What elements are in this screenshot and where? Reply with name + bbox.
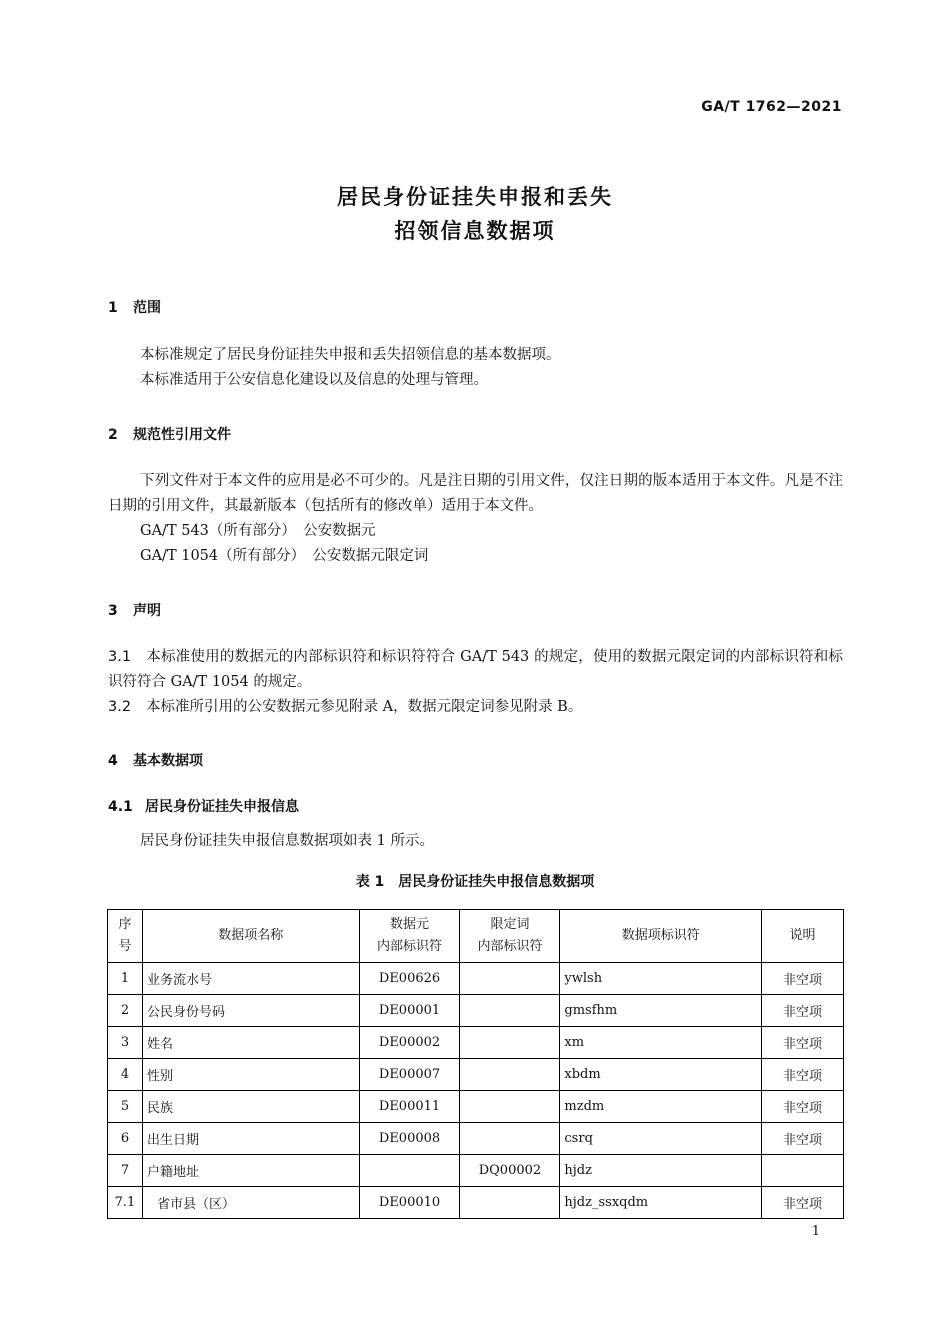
data-items-table bbox=[107, 909, 844, 1219]
cell-dq bbox=[460, 1027, 560, 1059]
section-3-heading bbox=[108, 600, 161, 620]
cell-note bbox=[762, 1155, 844, 1187]
section-2-paragraph-text: 下列文件对于本文件的应用是必不可少的。凡是注日期的引用文件，仅注日期的版本适用于本文件。凡是不注日期的引用文件，其最新版本（包括所有的修改单）适用于本文件。 bbox=[108, 473, 843, 514]
section-title: 居民身份证挂失申报信息 bbox=[145, 799, 299, 815]
cell-name: 民族 bbox=[142, 1091, 359, 1123]
section-2-paragraph-1 bbox=[108, 469, 843, 519]
section-1-paragraph-2: 本标准适用于公安信息化建设以及信息的处理与管理。 bbox=[140, 372, 488, 388]
cell-id: hjdz_ssxqdm bbox=[560, 1187, 762, 1219]
clause-number: 3.1 bbox=[108, 649, 132, 665]
section-number: 2 bbox=[108, 427, 118, 443]
cell-note: 非空项 bbox=[762, 1123, 844, 1155]
cell-name: 业务流水号 bbox=[142, 963, 359, 995]
cell-id: csrq bbox=[560, 1123, 762, 1155]
document-title-line2: 招领信息数据项 bbox=[394, 219, 556, 243]
cell-dq bbox=[460, 995, 560, 1027]
cell-name: 省市县（区） bbox=[142, 1187, 359, 1219]
cell-name: 姓名 bbox=[142, 1027, 359, 1059]
cell-name: 户籍地址 bbox=[142, 1155, 359, 1187]
header-id: 数据项标识符 bbox=[560, 910, 762, 963]
cell-de: DE00626 bbox=[359, 963, 460, 995]
section-2-heading bbox=[108, 424, 231, 444]
cell-id: ywlsh bbox=[560, 963, 762, 995]
cell-de: DE00010 bbox=[359, 1187, 460, 1219]
header-note: 说明 bbox=[762, 910, 844, 963]
clause-number: 3.2 bbox=[108, 699, 132, 715]
cell-seq: 2 bbox=[108, 995, 143, 1027]
clause-3-1 bbox=[108, 645, 843, 695]
section-1-heading bbox=[108, 297, 161, 317]
cell-id: gmsfhm bbox=[560, 995, 762, 1027]
clause-3-2 bbox=[108, 695, 843, 720]
cell-id: hjdz bbox=[560, 1155, 762, 1187]
cell-note: 非空项 bbox=[762, 1059, 844, 1091]
clause-text: 本标准使用的数据元的内部标识符和标识符符合 GA/T 543 的规定，使用的数据元限定词的内部标识符和标识符符合 GA/T 1054 的规定。 bbox=[108, 649, 843, 690]
cell-id: xbdm bbox=[560, 1059, 762, 1091]
cell-name: 出生日期 bbox=[142, 1123, 359, 1155]
cell-dq bbox=[460, 1091, 560, 1123]
cell-note: 非空项 bbox=[762, 995, 844, 1027]
header-dq-line1: 限定词 bbox=[490, 917, 530, 932]
clause-text: 本标准所引用的公安数据元参见附录 A，数据元限定词参见附录 B。 bbox=[146, 699, 583, 715]
document-title-line1: 居民身份证挂失申报和丢失 bbox=[337, 185, 613, 209]
section-title: 规范性引用文件 bbox=[133, 427, 231, 443]
cell-dq bbox=[460, 1123, 560, 1155]
cell-seq: 3 bbox=[108, 1027, 143, 1059]
table-header-row bbox=[108, 910, 844, 963]
cell-note: 非空项 bbox=[762, 963, 844, 995]
cell-seq: 1 bbox=[108, 963, 143, 995]
cell-de bbox=[359, 1155, 460, 1187]
cell-dq bbox=[460, 963, 560, 995]
standard-code: GA/T 1762—2021 bbox=[701, 99, 842, 115]
header-de-line2: 内部标识符 bbox=[377, 939, 443, 954]
cell-name: 性别 bbox=[142, 1059, 359, 1091]
page-number: 1 bbox=[811, 1224, 820, 1239]
cell-seq: 5 bbox=[108, 1091, 143, 1123]
cell-seq: 7 bbox=[108, 1155, 143, 1187]
cell-note: 非空项 bbox=[762, 1091, 844, 1123]
section-number: 4 bbox=[108, 753, 118, 769]
cell-seq: 4 bbox=[108, 1059, 143, 1091]
section-title: 基本数据项 bbox=[133, 753, 203, 769]
table-row bbox=[108, 1187, 844, 1219]
cell-dq: DQ00002 bbox=[460, 1155, 560, 1187]
section-number: 1 bbox=[108, 300, 118, 316]
table-caption: 表 1 居民身份证挂失申报信息数据项 bbox=[355, 874, 595, 890]
table-row bbox=[108, 1123, 844, 1155]
section-title: 声明 bbox=[133, 603, 161, 619]
cell-seq: 7.1 bbox=[108, 1187, 143, 1219]
table-row bbox=[108, 1091, 844, 1123]
cell-name: 公民身份号码 bbox=[142, 995, 359, 1027]
reference-1: GA/T 543（所有部分） 公安数据元 bbox=[140, 523, 376, 539]
table-row bbox=[108, 1155, 844, 1187]
cell-dq bbox=[460, 1187, 560, 1219]
cell-de: DE00007 bbox=[359, 1059, 460, 1091]
cell-id: mzdm bbox=[560, 1091, 762, 1123]
section-title: 范围 bbox=[133, 300, 161, 316]
header-dq bbox=[460, 910, 560, 963]
cell-id: xm bbox=[560, 1027, 762, 1059]
section-4-1-heading bbox=[108, 796, 299, 816]
section-1-paragraph-1: 本标准规定了居民身份证挂失申报和丢失招领信息的基本数据项。 bbox=[140, 347, 561, 363]
header-de-line1: 数据元 bbox=[390, 917, 430, 932]
cell-de: DE00002 bbox=[359, 1027, 460, 1059]
section-4-1-paragraph: 居民身份证挂失申报信息数据项如表 1 所示。 bbox=[140, 833, 434, 849]
header-name: 数据项名称 bbox=[142, 910, 359, 963]
table-row bbox=[108, 963, 844, 995]
cell-dq bbox=[460, 1059, 560, 1091]
cell-seq: 6 bbox=[108, 1123, 143, 1155]
header-de bbox=[359, 910, 460, 963]
cell-note: 非空项 bbox=[762, 1027, 844, 1059]
header-dq-line2: 内部标识符 bbox=[477, 939, 543, 954]
table-row bbox=[108, 1059, 844, 1091]
section-number: 3 bbox=[108, 603, 118, 619]
table-row bbox=[108, 995, 844, 1027]
header-seq: 序号 bbox=[108, 910, 143, 963]
table-row bbox=[108, 1027, 844, 1059]
cell-note: 非空项 bbox=[762, 1187, 844, 1219]
section-number: 4.1 bbox=[108, 799, 133, 815]
cell-de: DE00001 bbox=[359, 995, 460, 1027]
cell-de: DE00011 bbox=[359, 1091, 460, 1123]
cell-de: DE00008 bbox=[359, 1123, 460, 1155]
reference-2: GA/T 1054（所有部分） 公安数据元限定词 bbox=[140, 548, 429, 564]
section-4-heading bbox=[108, 750, 203, 770]
